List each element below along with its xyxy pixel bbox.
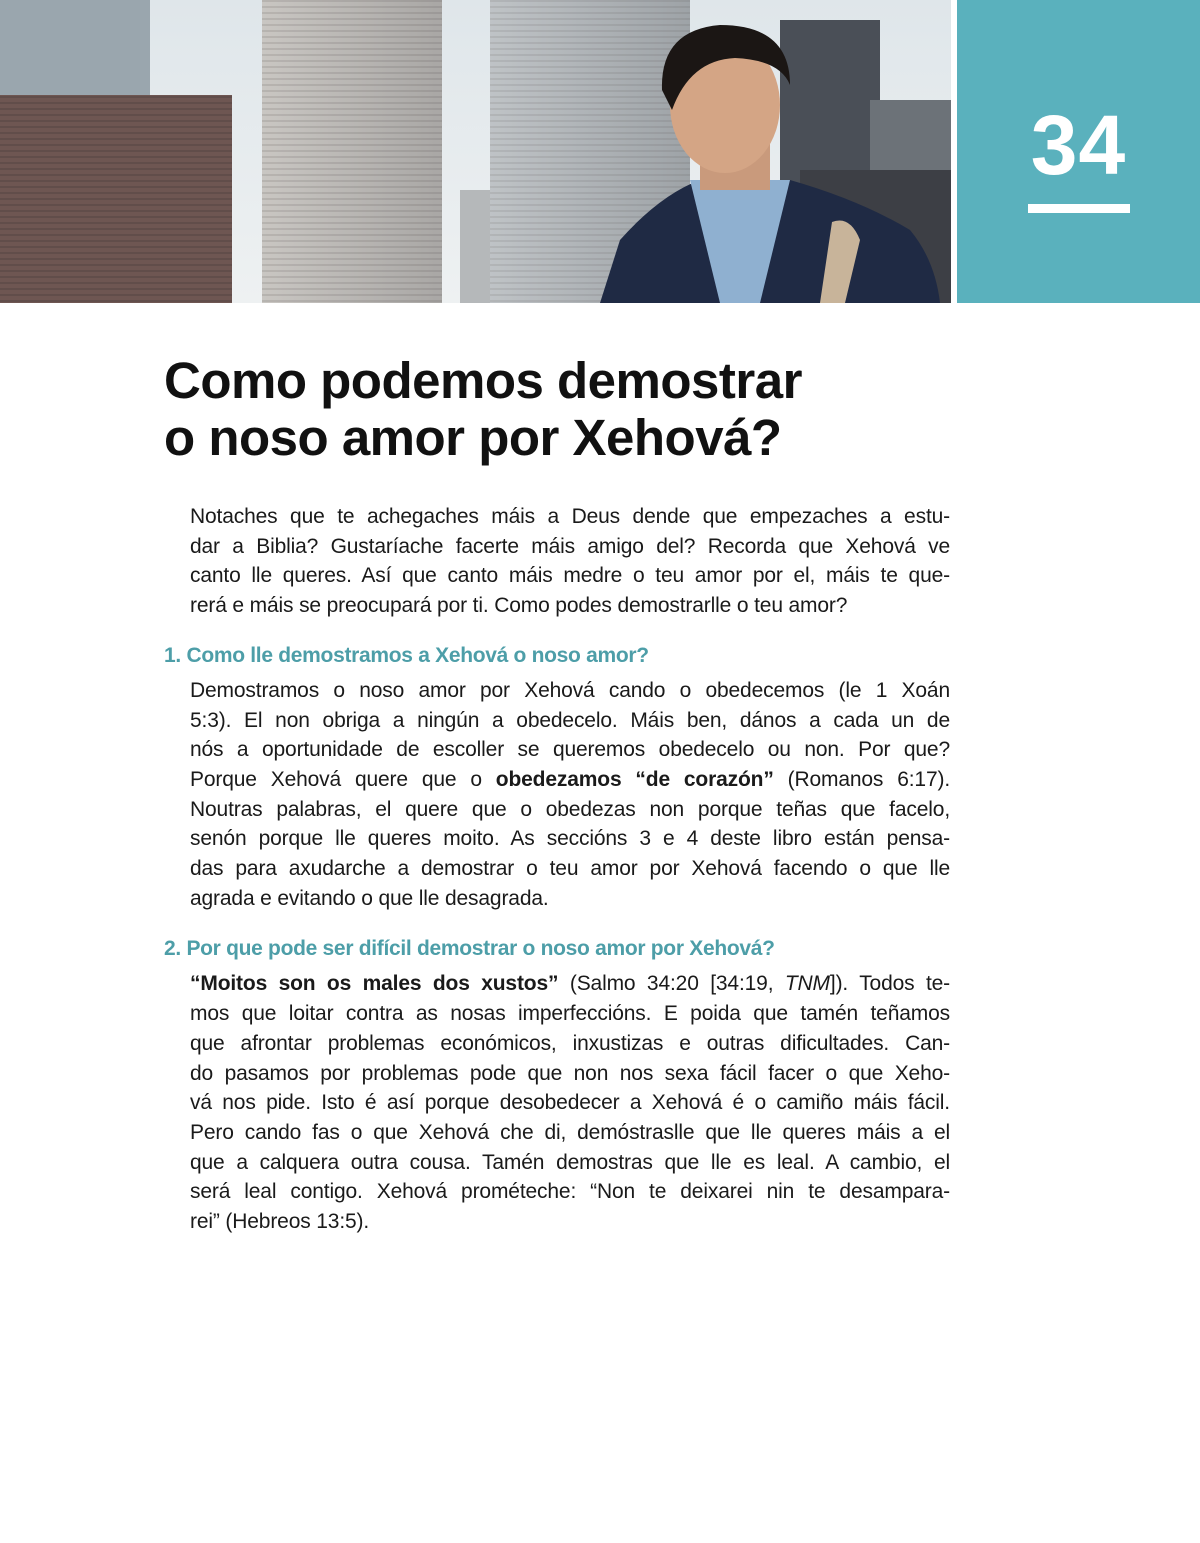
text-segment: Porque Xehová quere que o — [190, 767, 496, 791]
lesson-content — [164, 502, 950, 1259]
answer-line — [190, 1207, 950, 1237]
answer-line — [190, 884, 950, 914]
answer-line — [190, 1118, 950, 1148]
answer-line — [190, 676, 950, 706]
answer-line — [190, 1148, 950, 1178]
text-segment: que a calquera outra cousa. Tamén demostras que lle es leal. A cambio, el — [190, 1150, 950, 1174]
question-heading: 1. Como lle demostramos a Xehová o noso amor? — [164, 643, 649, 667]
answer-line — [190, 854, 950, 884]
city-man-photo — [0, 0, 951, 303]
text-segment: ]). Todos te- — [829, 972, 951, 996]
text-segment: (Romanos 6:17). — [773, 767, 950, 791]
answer-line — [190, 999, 950, 1029]
italic-text: TNM — [784, 972, 830, 996]
text-segment: agrada e evitando o que lle desagrada. — [190, 886, 549, 910]
page-title — [164, 352, 802, 466]
answer-line — [190, 1177, 950, 1207]
text-segment: senón porque lle queres moito. As seccións 3 e 4 deste libro están pensa- — [190, 827, 950, 851]
lesson-number: 34 — [1030, 98, 1127, 192]
answer-line — [190, 795, 950, 825]
answer-line — [190, 1029, 950, 1059]
text-segment: será leal contigo. Xehová prométeche: “Non te deixarei nin te desampara- — [190, 1180, 950, 1204]
header-photo — [0, 0, 951, 303]
lesson-number-underline — [1028, 204, 1130, 213]
page-title-line: Como podemos demostrar — [164, 352, 802, 409]
page-title-line: o noso amor por Xehová? — [164, 409, 782, 466]
answer-line — [190, 969, 950, 999]
answer-line — [190, 706, 950, 736]
text-segment: que afrontar problemas económicos, inxustizas e outras dificultades. Can- — [190, 1031, 950, 1055]
answer-line — [190, 765, 950, 795]
intro-line: canto lle queres. Así que canto máis medre o teu amor por el, máis te que- — [190, 564, 950, 588]
text-segment: do pasamos por problemas pode que non nos sexa fácil facer o que Xeho- — [190, 1061, 950, 1085]
lesson-number-badge — [957, 0, 1200, 303]
text-segment: mos que loitar contra as nosas imperfeccións. E poida que tamén teñamos — [190, 1002, 950, 1026]
answer-line — [190, 735, 950, 765]
text-segment: Pero cando fas o que Xehová che di, demóstraslle que lle queres máis a el — [190, 1120, 950, 1144]
text-segment: Noutras palabras, el quere que o obedezas non porque teñas que facelo, — [190, 797, 950, 821]
answer-paragraph — [190, 676, 950, 914]
intro-line: rerá e máis se preocupará por ti. Como podes demostrarlle o teu amor? — [190, 594, 848, 618]
text-segment: vá nos pide. Isto é así porque desobedecer a Xehová é o camiño máis fácil. — [190, 1091, 950, 1115]
text-segment: nós a oportunidade de escoller se queremos obedecelo ou non. Por que? — [190, 738, 950, 762]
emphasis-text: obedezamos “de corazón” — [495, 767, 774, 791]
answer-line — [190, 1088, 950, 1118]
text-segment: (Salmo 34:20 [34:19, — [558, 972, 785, 996]
emphasis-text: “Moitos son os males dos xustos” — [190, 972, 559, 996]
text-segment: Demostramos o noso amor por Xehová cando o obedecemos (le 1 Xoán — [190, 678, 950, 702]
answer-line — [190, 824, 950, 854]
text-segment: das para axudarche a demostrar o teu amor por Xehová facendo o que lle — [190, 857, 950, 881]
intro-line: Notaches que te achegaches máis a Deus dende que empezaches a estu- — [190, 505, 950, 528]
intro-line: dar a Biblia? Gustaríache facerte máis amigo del? Recorda que Xehová ve — [190, 534, 950, 558]
text-segment: 5:3). El non obriga a ningún a obedecelo. Máis ben, dános a cada un de — [190, 708, 950, 732]
answer-line — [190, 1059, 950, 1089]
text-segment: rei” (Hebreos 13:5). — [190, 1210, 370, 1234]
question-heading: 2. Por que pode ser difícil demostrar o noso amor por Xehová? — [164, 937, 775, 961]
answer-paragraph — [190, 969, 950, 1236]
intro-paragraph — [190, 502, 950, 621]
